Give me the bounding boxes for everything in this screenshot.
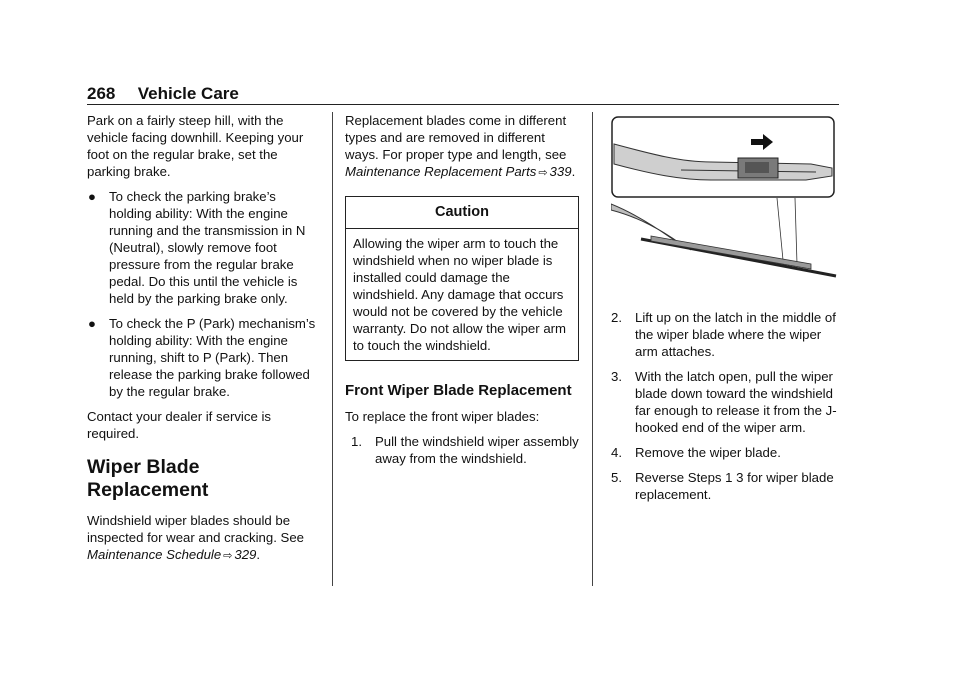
parking-brake-intro: Park on a fairly steep hill, with the vehicle facing downhill. Keeping your foot on the regular brake, set the parking brake.	[87, 113, 304, 179]
procedure-lead: To replace the front wiper blades:	[345, 409, 540, 424]
step-text: Pull the windshield wiper assembly away from the windshield.	[375, 434, 579, 466]
column-2	[345, 112, 579, 475]
step-item	[611, 469, 841, 503]
cross-reference-page[interactable]: 329	[234, 547, 257, 562]
page-title: Vehicle Care	[137, 84, 239, 103]
replacement-blades-text: Replacement blades come in different types and are removed in different ways. For proper type and length, see Maintenance Replacement Parts ⇨ 339.	[345, 113, 576, 179]
cross-reference-page[interactable]: 339	[549, 164, 572, 179]
bullet-item	[87, 188, 322, 307]
caution-body: Allowing the wiper arm to touch the windshield when no wiper blade is installed could damage the windshield. Any damage that occurs would not be covered by the vehicle warranty. Do not allow the wiper arm to touch the windshield.	[353, 236, 567, 353]
step-number: 1.	[351, 434, 362, 449]
wiper-blade-illustration	[611, 114, 837, 282]
step-item	[611, 368, 841, 436]
wiper-inspection-text: Windshield wiper blades should be inspected for wear and cracking. See Maintenance Schedule ⇨ 329.	[87, 513, 304, 562]
wiper-latch-body	[745, 162, 769, 173]
step-text: Reverse Steps 1 3 for wiper blade replacement.	[635, 470, 834, 502]
column-3	[611, 309, 841, 511]
step-item	[611, 444, 841, 461]
step-number: 2.	[611, 310, 622, 325]
bullet-text: To check the parking brake’s holding ability: With the engine running and the transmission in N (Neutral), slowly remove foot pressure from the regular brake pedal. Do this until the vehicle is held by the parking brake only.	[109, 189, 306, 306]
bullet-icon: ●	[88, 189, 96, 204]
step-text: Remove the wiper blade.	[635, 445, 781, 460]
step-item	[351, 433, 579, 467]
column-1	[87, 112, 322, 573]
caution-box	[345, 196, 579, 361]
column-divider-2	[592, 112, 593, 586]
bullet-text: To check the P (Park) mechanism’s holding ability: With the engine running, shift to P (Park). Then release the parking brake followed by the regular brake.	[109, 316, 316, 399]
bullet-icon: ●	[88, 316, 96, 331]
page-arrow-icon: ⇨	[538, 167, 548, 179]
column-divider-1	[332, 112, 333, 586]
cross-reference-link[interactable]: Maintenance Replacement Parts	[345, 164, 537, 179]
step-number: 5.	[611, 470, 622, 485]
wiper-blade-frame	[651, 236, 811, 269]
step-text: Lift up on the latch in the middle of the wiper blade where the wiper arm attaches.	[635, 310, 836, 359]
page-header	[87, 84, 839, 104]
step-number: 3.	[611, 369, 622, 384]
header-rule	[87, 104, 839, 105]
step-text: With the latch open, pull the wiper blade down toward the windshield far enough to release it from the J-hooked end of the wiper arm.	[635, 369, 837, 435]
subsection-heading: Front Wiper Blade Replacement	[345, 382, 572, 399]
contact-dealer-text: Contact your dealer if service is required.	[87, 409, 271, 441]
step-number: 4.	[611, 445, 622, 460]
step-item	[611, 309, 841, 360]
cross-reference-link[interactable]: Maintenance Schedule	[87, 547, 222, 562]
section-heading: Wiper Blade Replacement	[87, 456, 209, 501]
callout-line	[795, 198, 797, 264]
caution-title: Caution	[346, 197, 578, 229]
page-number: 268	[87, 84, 116, 103]
bullet-item	[87, 315, 322, 400]
callout-line	[777, 198, 783, 260]
page-arrow-icon: ⇨	[223, 550, 233, 562]
